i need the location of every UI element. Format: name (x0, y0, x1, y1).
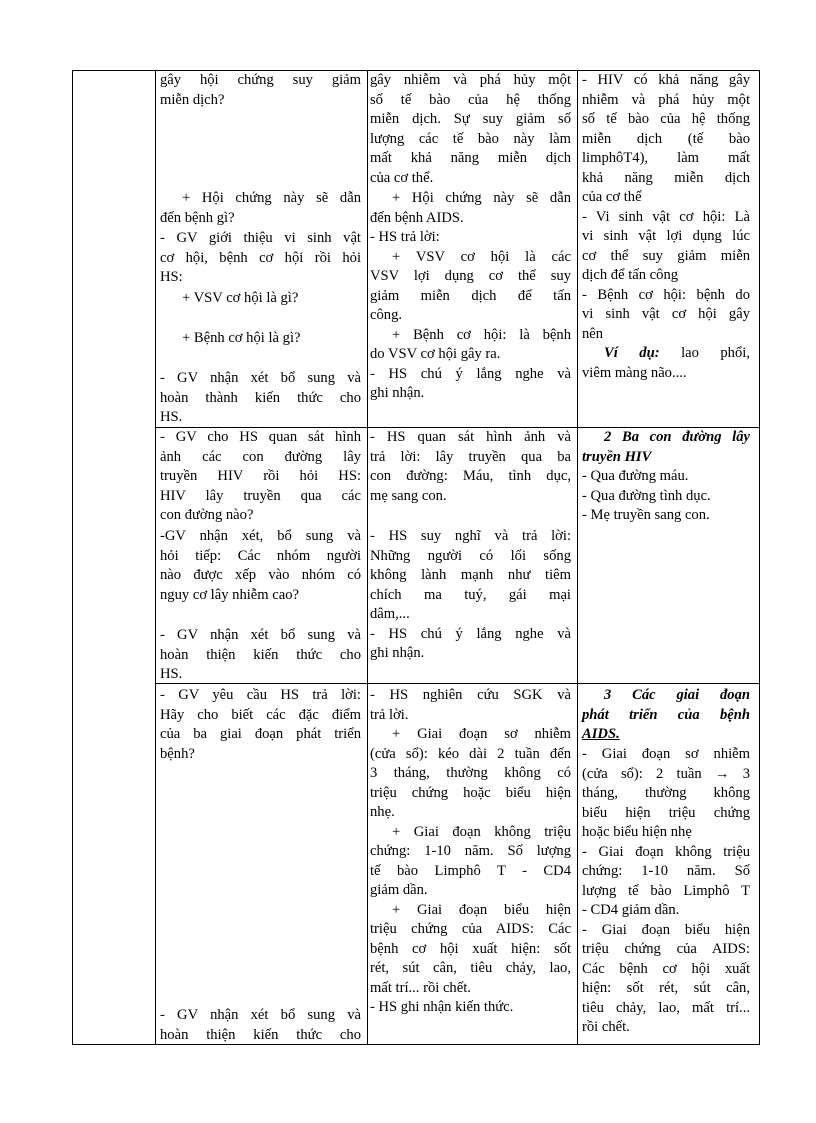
text-line: của cơ thể. (370, 169, 434, 186)
teacher-r2-followup (160, 527, 361, 605)
text-line: nhiễm và phá hủy một (582, 91, 750, 108)
text-line: - Bệnh cơ hội: bệnh do (582, 286, 750, 303)
text-line: Các bệnh cơ hội xuất (582, 960, 750, 977)
teacher-r3-feedback (160, 1006, 361, 1045)
text-line: hoàn thiện kiến thức cho (160, 1026, 361, 1043)
text-line: vi sinh vật cơ hội gây (582, 306, 750, 322)
student-r1-answer-2 (370, 189, 571, 404)
text-line: nguy cơ lây nhiễm cao? (160, 586, 300, 603)
text-line: công. (370, 307, 403, 323)
teacher-r1-question (160, 71, 361, 110)
text-line: số tế bào của hệ thống (582, 111, 750, 127)
text-line: - GV giới thiệu vi sinh vật (160, 230, 361, 246)
text-line: miễn dịch? (160, 91, 225, 108)
text-line: tế bào Limphô T - CD4 (370, 862, 571, 879)
text-line: (cửa sổ): 2 tuần → 3 (582, 765, 750, 782)
column-divider-2 (367, 71, 368, 1044)
text-line: + VSV cơ hội là gì? (182, 290, 299, 306)
content-r2-heading (582, 428, 750, 467)
text-line: + VSV cơ hội là các (392, 248, 571, 265)
text-line: bệnh? (160, 745, 195, 762)
text-line: đến bệnh AIDS. (370, 209, 464, 226)
text-line: chứng: 1-10 năm. Số lượng (370, 843, 571, 859)
text-line: hoàn thiện kiến thức cho (160, 646, 361, 663)
example-label: Ví dụ: (604, 345, 660, 361)
text-line: - Giai đoạn biểu hiện (582, 921, 750, 938)
list-item: - Qua đường máu. (582, 468, 689, 484)
text-line: biểu hiện triệu chứng (582, 804, 750, 821)
text-line: gây nhiễm và phá hủy một (370, 72, 571, 88)
text-line: gây hội chứng suy giảm (160, 72, 361, 88)
text-line: HIV lây truyền qua các (160, 487, 361, 504)
text-line: - Giai đoạn sơ nhiễm (582, 746, 750, 762)
text-line: (cửa sổ): kéo dài 2 tuần đến (370, 745, 571, 762)
text-line: + Bệnh cơ hội: là bệnh (392, 326, 571, 343)
text-line: lượng các tế bào này làm (370, 130, 571, 147)
text-line: không lành mạnh như tiêm (370, 567, 571, 583)
teacher-r1-intro (160, 229, 361, 288)
student-r2-answer-2 (370, 527, 571, 664)
text-line: + Giai đoạn không triệu (392, 823, 571, 840)
text-line: cơ thể suy giảm miễn (582, 247, 750, 264)
content-r1 (582, 71, 750, 383)
text-line: - GV nhận xét bổ sung và (160, 370, 361, 386)
text-line: dịch để tấn công (582, 267, 679, 283)
text-line: - GV nhận xét bổ sung và (160, 627, 361, 643)
text-line: + Hội chứng này sẽ dẫn (392, 190, 571, 206)
text-line: miễn dịch. Sự suy giảm số (370, 111, 571, 127)
teacher-r1-question-3 (182, 289, 298, 309)
text-line: ảnh các con đường lây (160, 448, 361, 465)
text-line: khả năng miễn dịch (582, 169, 750, 186)
text-line: + Giai đoạn biểu hiện (392, 901, 571, 918)
text-line: số tế bào của hệ thống (370, 91, 571, 108)
teacher-r2-feedback (160, 626, 361, 685)
text-line: dâm,... (370, 606, 410, 622)
text-line: HS. (160, 666, 183, 682)
text-line: hoặc biểu hiện nhẹ (582, 824, 692, 840)
text-line: rét, sút cân, tiêu chảy, lao, (370, 960, 571, 976)
text-line: con đường nào? (160, 507, 254, 523)
text-line: - HS quan sát hình ảnh và (370, 429, 571, 445)
text-line: 3 tháng, thường không có (370, 765, 571, 781)
student-r3-answer (370, 686, 571, 1018)
list-item: - Mẹ truyền sang con. (582, 507, 710, 523)
content-r3-stages (582, 745, 750, 1038)
text-line: - Vi sinh vật cơ hội: Là (582, 208, 750, 225)
text-line: cơ hội, bệnh cơ hội rồi hỏi (160, 249, 361, 266)
section-heading: truyền HIV (582, 448, 652, 465)
text-line: -GV nhận xét, bổ sung và (160, 528, 361, 544)
text-line: - GV cho HS quan sát hình (160, 429, 361, 445)
text-line: - HS ghi nhận kiến thức. (370, 999, 514, 1015)
text-line: + Giai đoạn sơ nhiễm (392, 726, 571, 742)
text-line: nên (582, 325, 604, 342)
section-heading: 3 Các giai đoạn (604, 687, 750, 703)
student-r1-answer (370, 71, 571, 188)
teacher-r3-question (160, 686, 361, 764)
text-line: triệu chứng hoặc biểu hiện (370, 784, 571, 801)
text-line: - CD4 giảm dần. (582, 902, 680, 918)
text-line: trả lời: lây truyền qua ba (370, 448, 571, 465)
text-line: chích ma tuý, gái mại (370, 586, 571, 603)
text-line: Những người có lối sống (370, 547, 571, 564)
section-heading: 2 Ba con đường lây (604, 429, 750, 445)
text-line: triệu chứng của AIDS: Các (370, 921, 571, 937)
text-line: + Hội chứng này sẽ dẫn (182, 190, 361, 206)
text-line: hỏi tiếp: Các nhóm người (160, 547, 361, 564)
text-line: tháng, thường không (582, 785, 750, 801)
text-line: limphôT4), làm mất (582, 150, 750, 166)
teacher-r1-question-2 (160, 189, 361, 228)
text-line: - HIV có khả năng gây (582, 72, 750, 88)
example-line (582, 344, 750, 364)
text-line: truyền HIV rồi hỏi HS: (160, 468, 361, 484)
text-line: HS. (160, 409, 183, 425)
text-line: hiện: sốt rét, sút cân, (582, 980, 750, 996)
text-line: viêm màng não.... (582, 364, 687, 381)
text-line: - HS suy nghĩ và trả lời: (370, 528, 571, 544)
text-line: miễn dịch (tế bào (582, 130, 750, 147)
text-line: hoàn thành kiến thức cho (160, 389, 361, 406)
text-line: bệnh cơ hội xuất hiện: sốt (370, 940, 571, 957)
text-line: HS: (160, 269, 183, 285)
text-line: - GV yêu cầu HS trả lời: (160, 687, 361, 703)
text-line: đến bệnh gì? (160, 209, 235, 226)
text-line: lượng tế bào Limphô T (582, 882, 750, 899)
text-line: - HS chú ý lắng nghe và (370, 625, 571, 642)
list-item: - Qua đường tình dục. (582, 487, 711, 504)
text-line: - GV nhận xét bổ sung và (160, 1007, 361, 1023)
column-divider-1 (155, 71, 156, 1044)
text-line: tiêu chảy, lao, mất trí... (582, 999, 750, 1016)
text-line: Hãy cho biết các đặc điểm (160, 706, 361, 723)
column-divider-3 (577, 71, 578, 1044)
text-line: rồi chết. (582, 1019, 630, 1035)
text-line: nhẹ. (370, 804, 395, 820)
text-line: của ba giai đoạn phát triển (160, 726, 361, 742)
teacher-r1-question-4 (182, 329, 300, 349)
text-line: giảm miễn dịch để tấn (370, 287, 571, 304)
text-line: - HS nghiên cứu SGK và (370, 687, 571, 703)
teacher-r2-observe (160, 428, 361, 526)
text-line: mất khả năng miễn dịch (370, 150, 571, 166)
text-line: - HS trả lời: (370, 229, 440, 245)
text-line: nào được xếp vào nhóm có (160, 567, 361, 583)
section-heading: AIDS. (582, 726, 620, 742)
content-r3-heading (582, 686, 750, 745)
text-line: - Giai đoạn không triệu (582, 843, 750, 860)
content-r2-list (582, 467, 750, 526)
text-line: + Bệnh cơ hội là gì? (182, 330, 301, 346)
student-r2-answer (370, 428, 571, 506)
text-line: vi sinh vật lợi dụng lúc (582, 228, 750, 244)
text-line: con đường: Máu, tình dục, (370, 468, 571, 484)
text-line: mẹ sang con. (370, 487, 447, 504)
text-line: triệu chứng của AIDS: (582, 941, 750, 957)
text-line: ghi nhận. (370, 645, 425, 661)
text-line: VSV lợi dụng cơ thể suy (370, 268, 571, 284)
text-line: trả lời. (370, 706, 409, 723)
text-line: của cơ thể (582, 189, 642, 205)
text-line: mất trí... rồi chết. (370, 979, 471, 996)
section-heading: phát triển của bệnh (582, 706, 750, 723)
text-line: ghi nhận. (370, 385, 425, 401)
text-line: giảm dần. (370, 882, 428, 898)
example-text: lao phổi, (681, 345, 750, 361)
text-line: do VSV cơ hội gây ra. (370, 346, 501, 362)
teacher-r1-feedback (160, 369, 361, 428)
text-line: - HS chú ý lắng nghe và (370, 365, 571, 382)
text-line: chứng: 1-10 năm. Số (582, 863, 750, 879)
